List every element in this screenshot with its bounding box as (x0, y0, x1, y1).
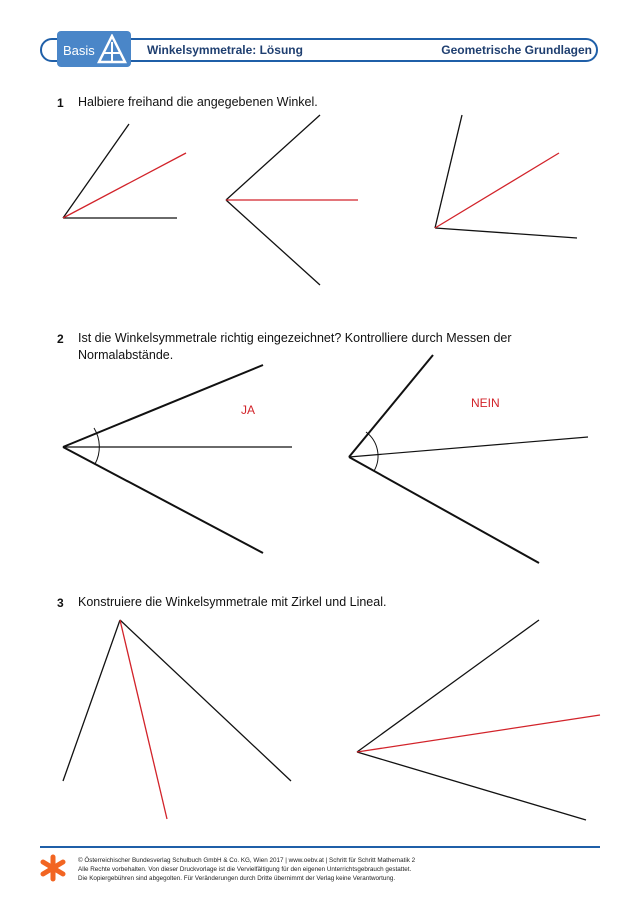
footer-divider (40, 846, 600, 848)
angle-leg (435, 115, 462, 228)
footer-line-1: © Österreichischer Bundesverlag Schulbuch GmbH & Co. KG, Wien 2017 | www.oebv.at | Schritt für Schritt Mathematik 2 (78, 857, 416, 864)
page-title: Winkelsymmetrale: Lösung (147, 43, 303, 57)
task-text: Ist die Winkelsymmetrale richtig eingezeichnet? Kontrolliere durch Messen der (78, 331, 512, 345)
answer-yes-label: JA (241, 403, 256, 417)
angle-leg (349, 355, 433, 457)
footer-line-2: Alle Rechte vorbehalten. Von dieser Druckvorlage ist die Vervielfältigung für den eigenen Unterrichtsgebrauch gestattet. (78, 866, 412, 873)
task-number: 3 (57, 596, 64, 610)
task-number: 2 (57, 332, 64, 346)
angle-arc (366, 432, 378, 471)
angle-3b (357, 620, 600, 820)
angle-1c (435, 115, 577, 238)
footer-copyright (78, 856, 415, 883)
page-topic: Geometrische Grundlagen (441, 43, 592, 57)
angle-leg (226, 115, 320, 200)
angle-leg (63, 447, 263, 553)
angle-leg (63, 620, 120, 781)
answer-no-label: NEIN (471, 396, 500, 410)
angle-3a (63, 620, 291, 819)
angle-leg (63, 124, 129, 218)
angle-bisector (349, 437, 588, 457)
angle-bisector (435, 153, 559, 228)
angle-leg (357, 620, 539, 752)
angle-bisector (120, 620, 167, 819)
logo-label: Basis (63, 43, 95, 58)
angle-1b (226, 115, 358, 285)
footer-line-3: Die Kopiergebühren sind abgegolten. Für Veränderungen durch Dritte übernimmt der Verlag keine Verantwortung. (78, 875, 396, 882)
angle-leg (120, 620, 291, 781)
angle-leg (357, 752, 586, 820)
task-text: Halbiere freihand die angegebenen Winkel. (78, 95, 318, 109)
angle-2-yes (63, 365, 292, 553)
task-text-continued: Normalabstände. (78, 348, 174, 362)
angle-2-no (349, 355, 588, 563)
publisher-logo-icon (40, 854, 66, 882)
angle-bisector (357, 715, 600, 752)
angle-leg (349, 457, 539, 563)
angle-leg (63, 365, 263, 447)
angle-1a (63, 124, 186, 218)
angle-leg (226, 200, 320, 285)
task-number: 1 (57, 96, 64, 110)
task-text: Konstruiere die Winkelsymmetrale mit Zirkel und Lineal. (78, 595, 387, 609)
angle-leg (435, 228, 577, 238)
angle-bisector (63, 153, 186, 218)
